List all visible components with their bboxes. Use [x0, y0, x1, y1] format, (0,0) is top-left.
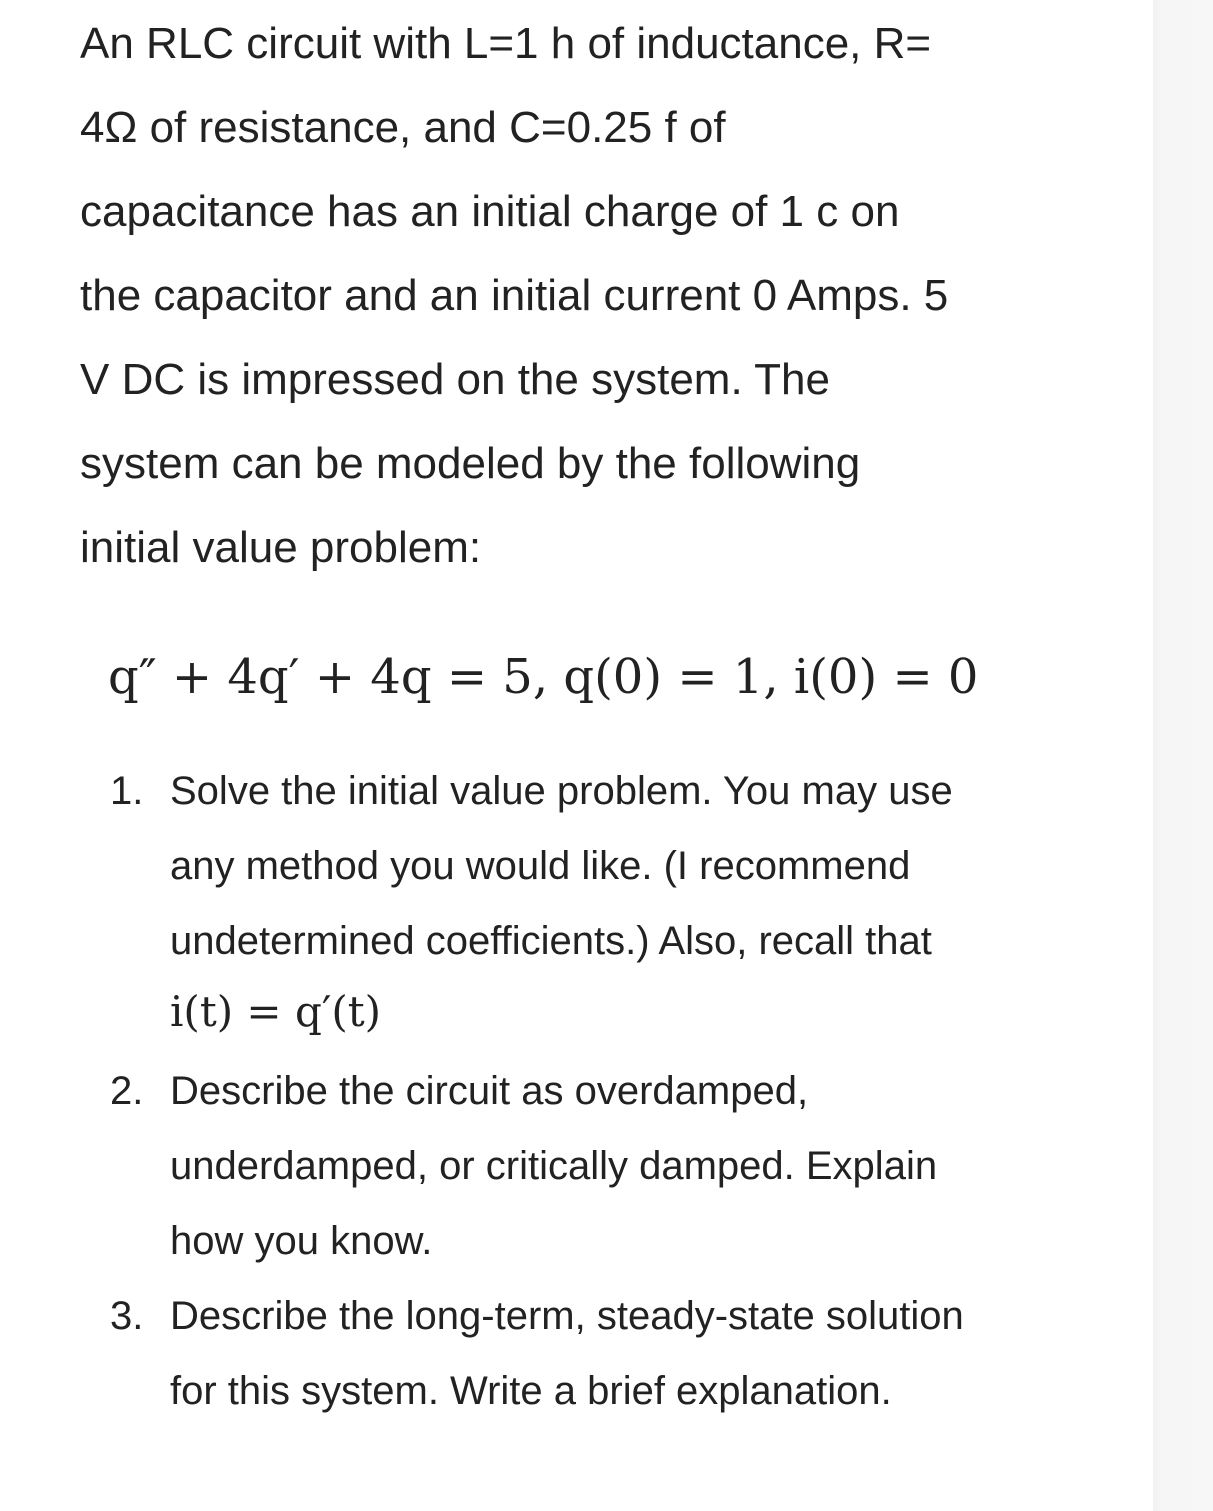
task-text-line: for this system. Write a brief explanation. — [170, 1369, 892, 1413]
task-text-line: Describe the circuit as overdamped, — [170, 1069, 809, 1113]
task-number: 3. — [110, 1294, 144, 1338]
task-text-line: any method you would like. (I recommend — [170, 844, 911, 888]
statement-line: system can be modeled by the following — [80, 439, 861, 488]
statement-line: 4Ω of resistance, and C=0.25 f of — [80, 103, 726, 152]
task-text-line: Describe the long-term, steady-state solution — [170, 1294, 964, 1338]
task-text-line: how you know. — [170, 1219, 433, 1263]
initial-value-problem-equation: q″ + 4q′ + 4q = 5, q(0) = 1, i(0) = 0 — [108, 649, 979, 705]
task-item-3 — [80, 1279, 1090, 1429]
task-item-2 — [80, 1054, 1090, 1279]
page-edge-gutter — [1153, 0, 1213, 1511]
statement-line: An RLC circuit with L=1 h of inductance, R= — [80, 19, 932, 68]
current-definition-math: i(t) = q′(t) — [170, 987, 382, 1036]
task-number: 2. — [110, 1069, 144, 1113]
task-item-1 — [80, 754, 1090, 1054]
statement-line: the capacitor and an initial current 0 Amps. 5 — [80, 271, 949, 320]
problem-content — [80, 0, 1090, 1429]
task-number: 1. — [110, 769, 144, 813]
task-text-line: underdamped, or critically damped. Explain — [170, 1144, 938, 1188]
task-list — [80, 754, 1090, 1429]
statement-line: capacitance has an initial charge of 1 c on — [80, 187, 900, 236]
problem-statement — [80, 2, 1090, 590]
task-text-line: undetermined coefficients.) Also, recall that — [170, 919, 932, 963]
statement-line: V DC is impressed on the system. The — [80, 355, 830, 404]
task-text-line: Solve the initial value problem. You may use — [170, 769, 953, 813]
statement-line: initial value problem: — [80, 523, 482, 572]
